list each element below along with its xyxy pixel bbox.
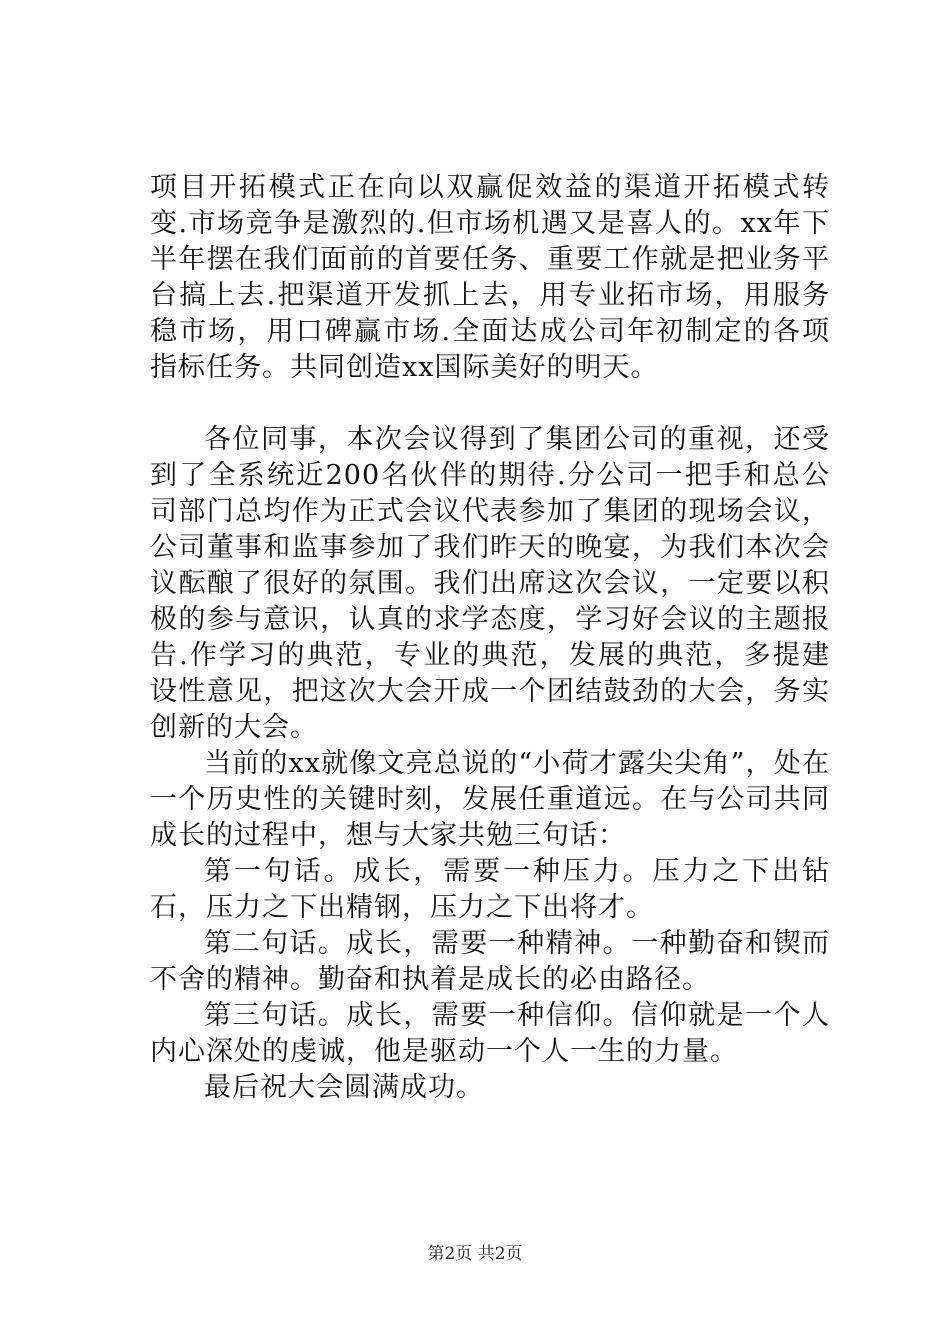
paragraph-closing: 最后祝大会圆满成功。 <box>204 1072 484 1103</box>
paragraph-third-sentence: 第三句话。成长，需要一种信仰。信仰就是一个人内心深处的虔诚，他是驱动一个人一生的力量。 <box>150 1000 830 1067</box>
paragraph-continuation: 项目开拓模式正在向以双赢促效益的渠道开拓模式转变.市场竞争是激烈的.但市场机遇又是喜人的。xx年下半年摆在我们面前的首要任务、重要工作就是把业务平台搞上去.把渠道开发抓上去，用专业拓市场，用服务稳市场，用口碑赢市场.全面达成公司年初制定的各项指标任务。共同创造xx国际美好的明天。 <box>150 172 830 383</box>
paragraph-current-state: 当前的xx就像文亮总说的“小荷才露尖尖角”，处在一个历史性的关键时刻，发展任重道远。在与公司共同成长的过程中，想与大家共勉三句话： <box>150 748 830 851</box>
document-body <box>150 170 830 1106</box>
paragraph-first-sentence: 第一句话。成长，需要一种压力。压力之下出钻石，压力之下出精钢，压力之下出将才。 <box>150 856 830 923</box>
paragraph-meeting: 各位同事，本次会议得到了集团公司的重视，还受到了全系统近200名伙伴的期待.分公司一把手和总公司部门总均作为正式会议代表参加了集团的现场会议，公司董事和监事参加了我们昨天的晚宴，为我们本次会议酝酿了很好的氛围。我们出席这次会议，一定要以积极的参与意识，认真的求学态度，学习好会议的主题报告.作学习的典范，专业的典范，发展的典范，多提建设性意见，把这次大会开成一个团结鼓劲的大会，务实创新的大会。 <box>150 424 830 743</box>
page-number-footer: 第2页 共2页 <box>427 1244 523 1264</box>
paragraph-second-sentence: 第二句话。成长，需要一种精神。一种勤奋和锲而不舍的精神。勤奋和执着是成长的必由路径。 <box>150 928 830 995</box>
